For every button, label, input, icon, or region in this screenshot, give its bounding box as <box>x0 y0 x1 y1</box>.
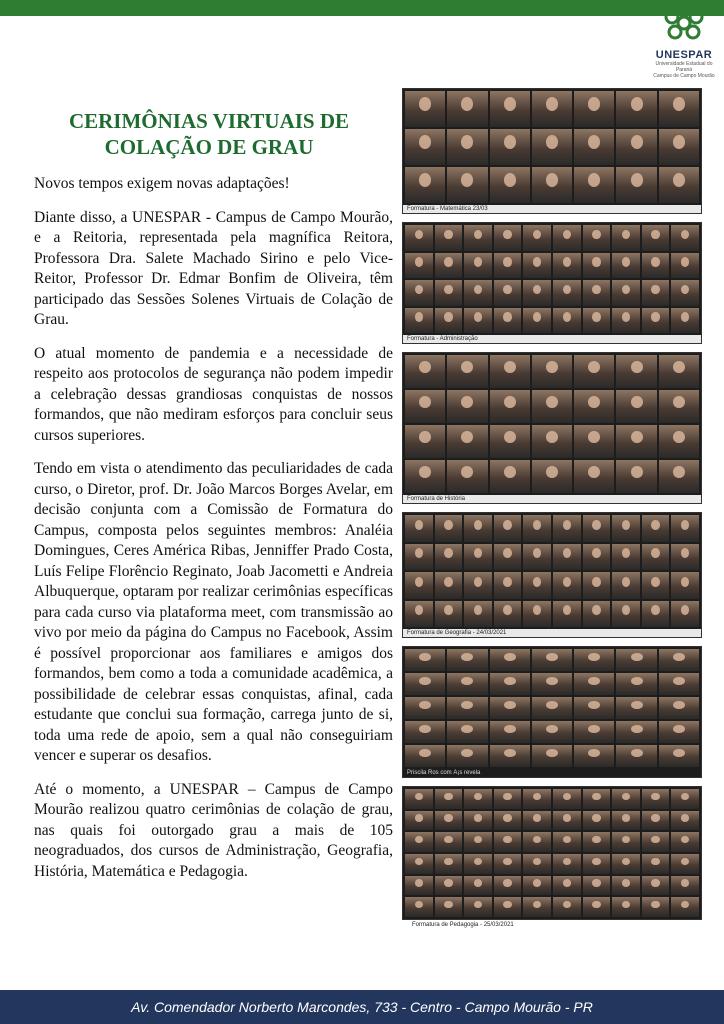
participant-tile <box>642 225 670 251</box>
participant-tile <box>405 355 445 388</box>
participant-tile <box>612 572 640 599</box>
participant-tile <box>553 876 581 896</box>
participant-tile <box>553 280 581 306</box>
participant-tile <box>659 745 699 767</box>
participant-tile <box>523 601 551 628</box>
top-color-bar <box>0 0 724 16</box>
participant-tile <box>523 572 551 599</box>
participant-tile <box>464 897 492 917</box>
participant-tile <box>435 789 463 809</box>
participant-tile <box>583 225 611 251</box>
participant-tile <box>612 515 640 542</box>
participant-tile <box>616 460 656 493</box>
participant-tile <box>553 572 581 599</box>
participant-tile <box>447 355 487 388</box>
participant-tile <box>435 854 463 874</box>
participant-tile <box>612 854 640 874</box>
participant-tile <box>405 390 445 423</box>
participant-tile <box>494 832 522 852</box>
participant-tile <box>612 832 640 852</box>
participant-tile <box>490 721 530 743</box>
participant-tile <box>671 897 699 917</box>
unespar-logo-icon <box>662 2 706 44</box>
participant-tile <box>642 811 670 831</box>
participant-tile <box>447 390 487 423</box>
participant-tile <box>616 91 656 127</box>
participant-tile <box>464 308 492 334</box>
participant-tile <box>616 745 656 767</box>
participant-tile <box>435 515 463 542</box>
participant-tile <box>490 460 530 493</box>
participant-tile <box>671 544 699 571</box>
unespar-logo <box>652 2 716 79</box>
participant-tile <box>671 280 699 306</box>
participant-tile <box>642 789 670 809</box>
participant-tile <box>671 601 699 628</box>
participant-tile <box>671 854 699 874</box>
participant-tile <box>671 253 699 279</box>
participant-tile <box>612 811 640 831</box>
participant-tile <box>523 225 551 251</box>
screenshot-matematica <box>402 88 702 214</box>
participant-tile <box>523 789 551 809</box>
participant-tile <box>447 129 487 165</box>
participant-tile <box>574 745 614 767</box>
participant-tile <box>642 544 670 571</box>
participant-tile <box>583 854 611 874</box>
participant-tile <box>612 280 640 306</box>
pedagogia-caption: Formatura de Pedagogia - 25/03/2021 <box>412 922 514 928</box>
participant-tile <box>642 280 670 306</box>
participant-tile <box>494 601 522 628</box>
participant-tile <box>671 832 699 852</box>
participant-tile <box>553 789 581 809</box>
footer-address: Av. Comendador Norberto Marcondes, 733 - Centro - Campo Mourão - PR <box>0 990 724 1024</box>
participant-tile <box>464 832 492 852</box>
participant-tile <box>583 897 611 917</box>
participant-tile <box>532 697 572 719</box>
participant-tile <box>494 308 522 334</box>
participant-tile <box>464 572 492 599</box>
participant-tile <box>447 425 487 458</box>
participant-tile <box>494 789 522 809</box>
participant-tile <box>464 544 492 571</box>
participant-tile <box>523 897 551 917</box>
participant-tile <box>405 460 445 493</box>
participant-tile <box>583 308 611 334</box>
participant-tile <box>659 721 699 743</box>
screenshot-pedagogia <box>402 786 702 920</box>
participant-tile <box>553 308 581 334</box>
participant-tile <box>671 225 699 251</box>
participant-tile <box>616 721 656 743</box>
participant-tile <box>671 811 699 831</box>
participant-tile <box>583 572 611 599</box>
participant-tile <box>464 515 492 542</box>
participant-tile <box>642 854 670 874</box>
participant-tile <box>642 515 670 542</box>
participant-tile <box>671 515 699 542</box>
participant-tile <box>616 390 656 423</box>
screenshot-caption: Formatura de História <box>403 495 701 503</box>
participant-tile <box>523 280 551 306</box>
paragraph-pandemic: O atual momento de pandemia e a necessidade de respeito aos protocolos de segurança não podem impedir a celebração dessas grandiosas conquistas de nossos formandos, que não mediram esforços para concluir seus cursos superiores. <box>34 344 393 444</box>
participant-tile <box>532 355 572 388</box>
participant-tile <box>532 745 572 767</box>
logo-campus: Campus de Campo Mourão <box>653 73 715 79</box>
participant-tile <box>659 390 699 423</box>
participant-tile <box>405 649 445 671</box>
participant-tile <box>405 721 445 743</box>
participant-tile <box>405 697 445 719</box>
participant-tile <box>523 515 551 542</box>
participant-tile <box>612 308 640 334</box>
participant-tile <box>494 515 522 542</box>
participant-tile <box>464 253 492 279</box>
paragraph-participation: Diante disso, a UNESPAR - Campus de Campo Mourão, e a Reitoria, representada pela magnífica Reitora, Professora Dra. Salete Machado Sirino e pelo Vice-Reitor, Professor Dr. Edmar Bonfim de Oliveira, têm participado das Sessões Solenes Virtuais de Colação de Grau. <box>34 208 393 328</box>
participant-tile <box>574 129 614 165</box>
participant-tile <box>532 167 572 203</box>
participant-tile <box>494 897 522 917</box>
participant-tile <box>532 129 572 165</box>
participant-tile <box>553 544 581 571</box>
screenshot-zoom <box>402 646 702 778</box>
participant-tile <box>523 811 551 831</box>
participant-tile <box>659 355 699 388</box>
participant-tile <box>405 91 445 127</box>
participant-tile <box>490 91 530 127</box>
participant-tile <box>490 697 530 719</box>
participant-tile <box>532 91 572 127</box>
participant-tile <box>553 225 581 251</box>
participant-tile <box>583 876 611 896</box>
participant-tile <box>447 721 487 743</box>
participant-tile <box>494 876 522 896</box>
participant-tile <box>659 673 699 695</box>
participant-tile <box>494 811 522 831</box>
participant-tile <box>405 425 445 458</box>
participant-tile <box>405 515 433 542</box>
participant-tile <box>532 673 572 695</box>
participant-tile <box>405 308 433 334</box>
participant-tile <box>583 544 611 571</box>
participant-tile <box>612 789 640 809</box>
participant-tile <box>435 280 463 306</box>
participant-tile <box>659 167 699 203</box>
participant-tile <box>642 601 670 628</box>
participant-tile <box>616 697 656 719</box>
participant-tile <box>447 91 487 127</box>
participant-tile <box>671 572 699 599</box>
participant-tile <box>659 129 699 165</box>
participant-tile <box>523 253 551 279</box>
participant-tile <box>464 876 492 896</box>
paragraph-ceremonies: Tendo em vista o atendimento das peculiaridades de cada curso, o Diretor, prof. Dr. João Marcos Borges Avelar, em decisão conjunta com a Comissão de Formatura do Campus, composta pelos seguintes membros: Analéia Domingues, Ceres América Ribas, Jenniffer Prado Costa, Luís Felipe Florêncio Reginato, Joab Jacometti e Andreia Albuquerque, optaram por realizar cerimônias específicas para cada curso via plataforma meet, com transmissão ao vivo por meio da página do Campus no Facebook, Assim é possível proporcionar aos familiares e amigos dos formandos, bem como a toda a comunidade acadêmica, a possibilidade de celebrar essas conquistas, afinal, cada estudante que conclui sua formação, carrega junto de si, toda uma rede de apoio, sem a qual não conseguiriam vencer e superar os desafios. <box>34 460 393 764</box>
participant-tile <box>659 649 699 671</box>
participant-tile <box>574 91 614 127</box>
participant-tile <box>612 225 640 251</box>
participant-tile <box>405 811 433 831</box>
participant-tile <box>583 832 611 852</box>
participant-tile <box>435 811 463 831</box>
participant-tile <box>447 649 487 671</box>
participant-tile <box>574 673 614 695</box>
logo-subtitle: Universidade Estadual do Paraná <box>655 61 713 73</box>
participant-tile <box>447 673 487 695</box>
participant-tile <box>642 253 670 279</box>
participant-tile <box>659 91 699 127</box>
screenshot-caption: Formatura - Matemática 23/03 <box>403 205 701 213</box>
participant-tile <box>447 167 487 203</box>
participant-tile <box>464 601 492 628</box>
participant-tile <box>659 697 699 719</box>
participant-tile <box>612 253 640 279</box>
participant-tile <box>435 601 463 628</box>
participant-tile <box>583 601 611 628</box>
participant-tile <box>490 425 530 458</box>
participant-tile <box>574 649 614 671</box>
participant-tile <box>642 832 670 852</box>
participant-tile <box>616 425 656 458</box>
participant-tile <box>671 789 699 809</box>
participant-tile <box>435 544 463 571</box>
participant-tile <box>405 897 433 917</box>
participant-tile <box>642 308 670 334</box>
participant-tile <box>583 811 611 831</box>
participant-tile <box>671 308 699 334</box>
participant-tile <box>405 129 445 165</box>
participant-tile <box>490 129 530 165</box>
participant-tile <box>612 876 640 896</box>
participant-tile <box>612 544 640 571</box>
participant-tile <box>464 789 492 809</box>
participant-tile <box>583 515 611 542</box>
participant-tile <box>574 355 614 388</box>
participant-tile <box>523 854 551 874</box>
participant-tile <box>490 390 530 423</box>
participant-tile <box>405 544 433 571</box>
logo-name: UNESPAR <box>655 49 713 61</box>
participant-tile <box>490 167 530 203</box>
participant-tile <box>435 253 463 279</box>
participant-tile <box>612 601 640 628</box>
paragraph-intro: Novos tempos exigem novas adaptações! <box>34 175 290 192</box>
participant-tile <box>612 897 640 917</box>
participant-tile <box>642 572 670 599</box>
participant-tile <box>553 515 581 542</box>
participant-tile <box>494 225 522 251</box>
paragraph-results: Até o momento, a UNESPAR – Campus de Campo Mourão realizou quatro cerimônias de colação de grau, nas quais foi outorgado grau a mais de 105 neograduados, dos cursos de Administração, Geografia, História, Matemática e Pedagogia. <box>34 780 393 880</box>
participant-tile <box>523 544 551 571</box>
participant-tile <box>464 811 492 831</box>
participant-tile <box>553 253 581 279</box>
screenshot-historia <box>402 352 702 504</box>
participant-tile <box>490 745 530 767</box>
participant-tile <box>405 601 433 628</box>
participant-tile <box>523 308 551 334</box>
participant-tile <box>532 649 572 671</box>
participant-tile <box>671 876 699 896</box>
participant-tile <box>659 425 699 458</box>
participant-tile <box>532 721 572 743</box>
participant-tile <box>494 253 522 279</box>
participant-tile <box>405 167 445 203</box>
participant-tile <box>616 355 656 388</box>
participant-tile <box>532 425 572 458</box>
screenshot-administracao <box>402 222 702 344</box>
participant-tile <box>494 280 522 306</box>
participant-tile <box>494 572 522 599</box>
participant-tile <box>583 253 611 279</box>
participant-tile <box>405 745 445 767</box>
participant-tile <box>405 572 433 599</box>
participant-tile <box>490 649 530 671</box>
participant-tile <box>464 280 492 306</box>
screenshot-caption: Formatura de Geografia - 24/03/2021 <box>403 629 701 637</box>
participant-tile <box>616 129 656 165</box>
participant-tile <box>583 789 611 809</box>
participant-tile <box>574 697 614 719</box>
participant-tile <box>574 460 614 493</box>
participant-tile <box>574 167 614 203</box>
participant-tile <box>405 789 433 809</box>
participant-tile <box>435 832 463 852</box>
participant-tile <box>553 811 581 831</box>
participant-tile <box>532 460 572 493</box>
participant-tile <box>553 897 581 917</box>
participant-tile <box>574 425 614 458</box>
participant-tile <box>616 167 656 203</box>
participant-tile <box>447 697 487 719</box>
participant-tile <box>574 390 614 423</box>
participant-tile <box>532 390 572 423</box>
participant-tile <box>435 572 463 599</box>
participant-tile <box>553 832 581 852</box>
participant-tile <box>405 832 433 852</box>
screenshot-caption: Priscila Ros com Ã¡s revela <box>403 769 701 777</box>
participant-tile <box>435 897 463 917</box>
participant-tile <box>494 544 522 571</box>
participant-tile <box>435 876 463 896</box>
participant-tile <box>642 897 670 917</box>
screenshot-caption: Formatura - Administração <box>403 335 701 343</box>
participant-tile <box>523 832 551 852</box>
article-body <box>34 174 393 895</box>
participant-tile <box>405 876 433 896</box>
participant-tile <box>490 673 530 695</box>
participant-tile <box>405 225 433 251</box>
participant-tile <box>405 854 433 874</box>
screenshot-geografia <box>402 512 702 638</box>
participant-tile <box>405 673 445 695</box>
participant-tile <box>405 280 433 306</box>
participant-tile <box>494 854 522 874</box>
participant-tile <box>490 355 530 388</box>
participant-tile <box>435 308 463 334</box>
participant-tile <box>616 673 656 695</box>
participant-tile <box>583 280 611 306</box>
participant-tile <box>642 876 670 896</box>
participant-tile <box>523 876 551 896</box>
participant-tile <box>435 225 463 251</box>
participant-tile <box>616 649 656 671</box>
participant-tile <box>659 460 699 493</box>
participant-tile <box>553 601 581 628</box>
participant-tile <box>447 460 487 493</box>
participant-tile <box>464 854 492 874</box>
page-title: CERIMÔNIAS VIRTUAIS DE COLAÇÃO DE GRAU <box>68 109 350 159</box>
participant-tile <box>447 745 487 767</box>
participant-tile <box>464 225 492 251</box>
participant-tile <box>405 253 433 279</box>
ceremony-screenshots <box>402 88 702 928</box>
participant-tile <box>574 721 614 743</box>
participant-tile <box>553 854 581 874</box>
